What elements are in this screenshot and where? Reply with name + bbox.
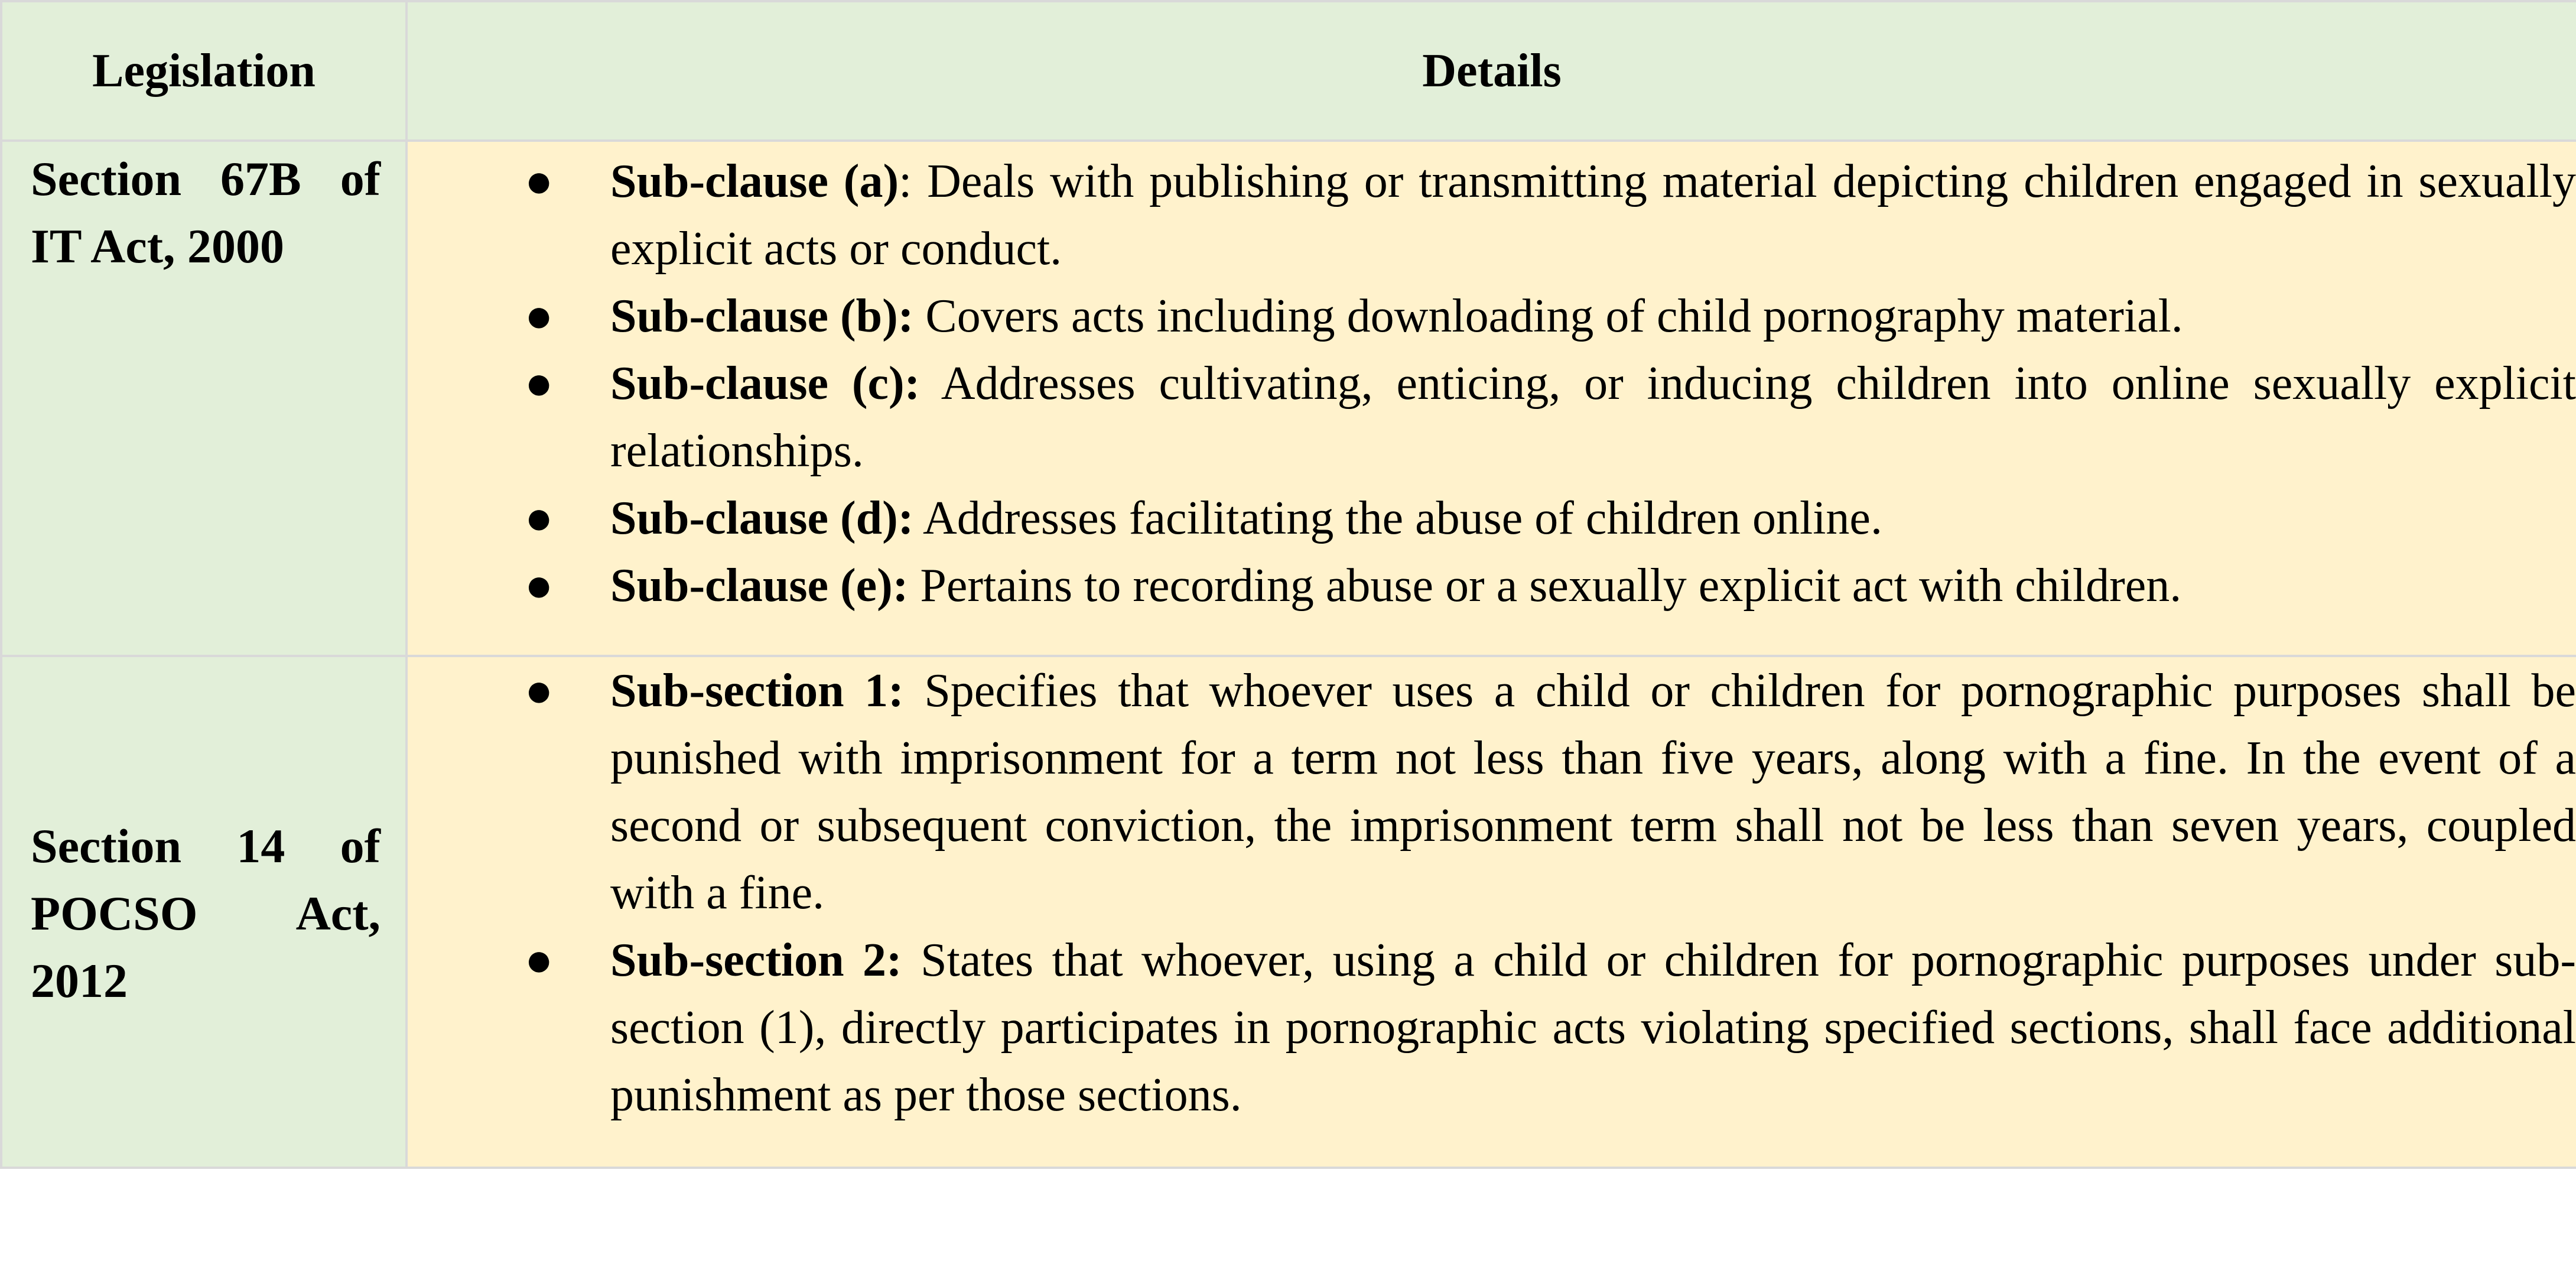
details-cell bbox=[406, 141, 2576, 656]
table-row bbox=[1, 141, 2576, 656]
bullet-icon: ● bbox=[525, 665, 554, 717]
details-column-header: Details bbox=[406, 1, 2576, 141]
legislation-name: Section 67B of IT Act, 2000 bbox=[31, 152, 380, 273]
details-cell bbox=[406, 656, 2576, 1168]
sub-clause-text: : Deals with publishing or transmitting material depicting children engaged in sexually explicit acts or conduct. bbox=[610, 155, 2576, 275]
sub-clause-title: Sub-clause (d): bbox=[610, 492, 914, 544]
bullet-icon: ● bbox=[525, 492, 554, 544]
list-item bbox=[408, 552, 2576, 619]
sub-section-text: States that whoever, using a child or children for pornographic purposes under sub-section (1), directly participates in pornographic acts violating specified sections, shall face additional punishment as per those sections. bbox=[610, 934, 2576, 1121]
sub-clause-text: Covers acts including downloading of child pornography material. bbox=[913, 290, 2183, 342]
sub-section-title: Sub-section 2: bbox=[610, 934, 902, 986]
list-item bbox=[408, 927, 2576, 1129]
legislation-name: Section 14 of POCSO Act, 2012 bbox=[31, 819, 380, 1008]
sub-clause-text: Addresses cultivating, enticing, or inducing children into online sexually explicit relationships. bbox=[610, 358, 2576, 477]
sub-clause-title: Sub-clause (c): bbox=[610, 358, 921, 410]
sub-clause-title: Sub-clause (a) bbox=[610, 155, 899, 207]
list-item bbox=[408, 485, 2576, 552]
legislation-cell bbox=[1, 656, 406, 1168]
bullet-icon: ● bbox=[525, 560, 554, 612]
legislation-column-header: Legislation bbox=[1, 1, 406, 141]
bullet-icon: ● bbox=[525, 290, 554, 342]
sub-clause-text: Pertains to recording abuse or a sexually explicit act with children. bbox=[908, 560, 2182, 612]
bullet-icon: ● bbox=[525, 358, 554, 410]
sub-section-title: Sub-section 1: bbox=[610, 665, 904, 717]
table-header-row bbox=[1, 1, 2576, 141]
details-bullet-list bbox=[408, 142, 2576, 619]
sub-section-text: Specifies that whoever uses a child or children for pornographic purposes shall be punished with imprisonment for a term not less than five years, along with a fine. In the event of a second or subsequent conviction, the imprisonment term shall not be less than seven years, coupled with a fine. bbox=[610, 665, 2576, 919]
bullet-icon: ● bbox=[525, 934, 554, 986]
sub-clause-title: Sub-clause (b): bbox=[610, 290, 914, 342]
table-row bbox=[1, 656, 2576, 1168]
sub-clause-title: Sub-clause (e): bbox=[610, 560, 909, 612]
bullet-icon: ● bbox=[525, 155, 554, 207]
list-item bbox=[408, 148, 2576, 282]
sub-clause-text: Addresses facilitating the abuse of children online. bbox=[913, 492, 1882, 544]
list-item bbox=[408, 282, 2576, 350]
legislation-cell bbox=[1, 141, 406, 656]
list-item bbox=[408, 350, 2576, 485]
list-item bbox=[408, 657, 2576, 927]
details-bullet-list bbox=[408, 657, 2576, 1129]
